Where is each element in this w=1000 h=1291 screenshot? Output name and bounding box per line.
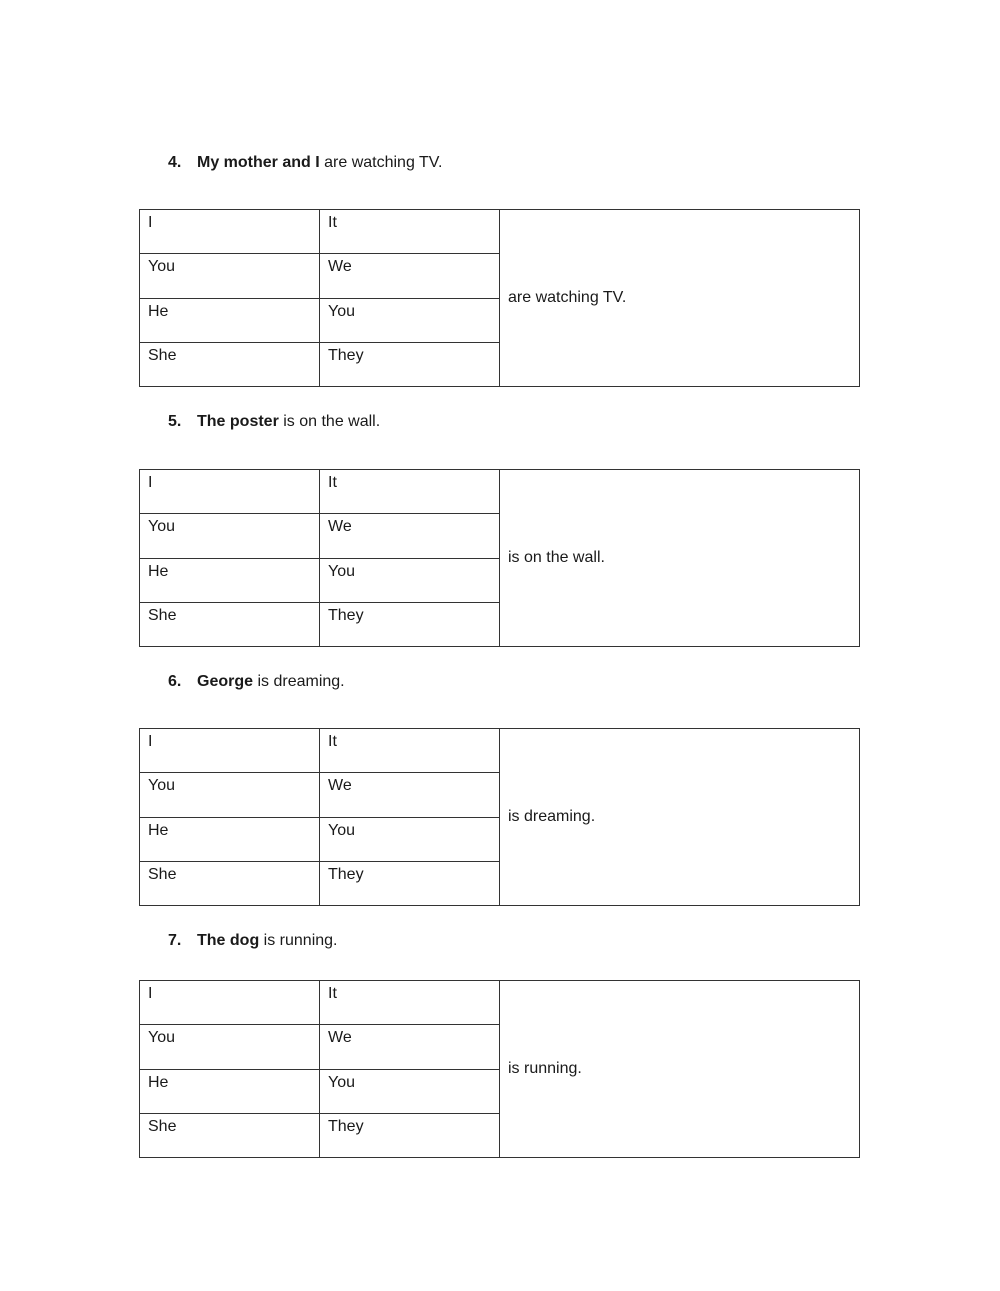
pronoun-option[interactable]: She xyxy=(140,342,320,386)
pronoun-grid-5 xyxy=(139,469,860,647)
pronoun-option[interactable]: You xyxy=(320,1069,500,1113)
question-4 xyxy=(168,153,442,173)
pronoun-option[interactable]: He xyxy=(140,1069,320,1113)
question-subject: My mother and I xyxy=(197,154,320,171)
pronoun-grid-7 xyxy=(139,980,860,1158)
pronoun-option[interactable]: I xyxy=(140,470,320,514)
question-number: 7. xyxy=(168,932,182,949)
question-number: 6. xyxy=(168,673,182,690)
pronoun-option[interactable]: We xyxy=(320,773,500,817)
pronoun-option[interactable]: You xyxy=(320,298,500,342)
pronoun-option[interactable]: You xyxy=(320,817,500,861)
pronoun-option[interactable]: They xyxy=(320,861,500,905)
question-number: 5. xyxy=(168,413,182,430)
pronoun-option[interactable]: They xyxy=(320,1113,500,1157)
pronoun-option[interactable]: He xyxy=(140,298,320,342)
predicate-cell: is on the wall. xyxy=(500,470,860,647)
pronoun-grid-4 xyxy=(139,209,860,387)
pronoun-option[interactable]: They xyxy=(320,342,500,386)
pronoun-option[interactable]: She xyxy=(140,861,320,905)
question-subject: The dog xyxy=(197,932,260,949)
predicate-cell: are watching TV. xyxy=(500,210,860,387)
pronoun-option[interactable]: You xyxy=(140,773,320,817)
pronoun-option[interactable]: You xyxy=(140,254,320,298)
pronoun-option[interactable]: They xyxy=(320,602,500,646)
predicate-cell: is dreaming. xyxy=(500,729,860,906)
question-rest: is on the wall. xyxy=(278,413,381,430)
question-7 xyxy=(168,931,337,951)
predicate-cell: is running. xyxy=(500,981,860,1158)
pronoun-option[interactable]: It xyxy=(320,470,500,514)
pronoun-option[interactable]: We xyxy=(320,1025,500,1069)
pronoun-option[interactable]: I xyxy=(140,729,320,773)
pronoun-option[interactable]: He xyxy=(140,817,320,861)
question-rest: are watching TV. xyxy=(319,154,443,171)
pronoun-option[interactable]: We xyxy=(320,254,500,298)
pronoun-option[interactable]: She xyxy=(140,1113,320,1157)
pronoun-option[interactable]: She xyxy=(140,602,320,646)
question-number: 4. xyxy=(168,154,182,171)
question-rest: is dreaming. xyxy=(253,673,345,690)
pronoun-option[interactable]: You xyxy=(140,1025,320,1069)
pronoun-grid-6 xyxy=(139,728,860,906)
question-subject: George xyxy=(197,673,254,690)
pronoun-option[interactable]: We xyxy=(320,514,500,558)
pronoun-option[interactable]: He xyxy=(140,558,320,602)
question-rest: is running. xyxy=(259,932,338,949)
pronoun-option[interactable]: It xyxy=(320,981,500,1025)
pronoun-option[interactable]: It xyxy=(320,729,500,773)
pronoun-option[interactable]: I xyxy=(140,210,320,254)
pronoun-option[interactable]: You xyxy=(140,514,320,558)
pronoun-option[interactable]: You xyxy=(320,558,500,602)
pronoun-option[interactable]: It xyxy=(320,210,500,254)
pronoun-option[interactable]: I xyxy=(140,981,320,1025)
question-5 xyxy=(168,412,380,432)
question-subject: The poster xyxy=(197,413,279,430)
question-6 xyxy=(168,672,345,692)
